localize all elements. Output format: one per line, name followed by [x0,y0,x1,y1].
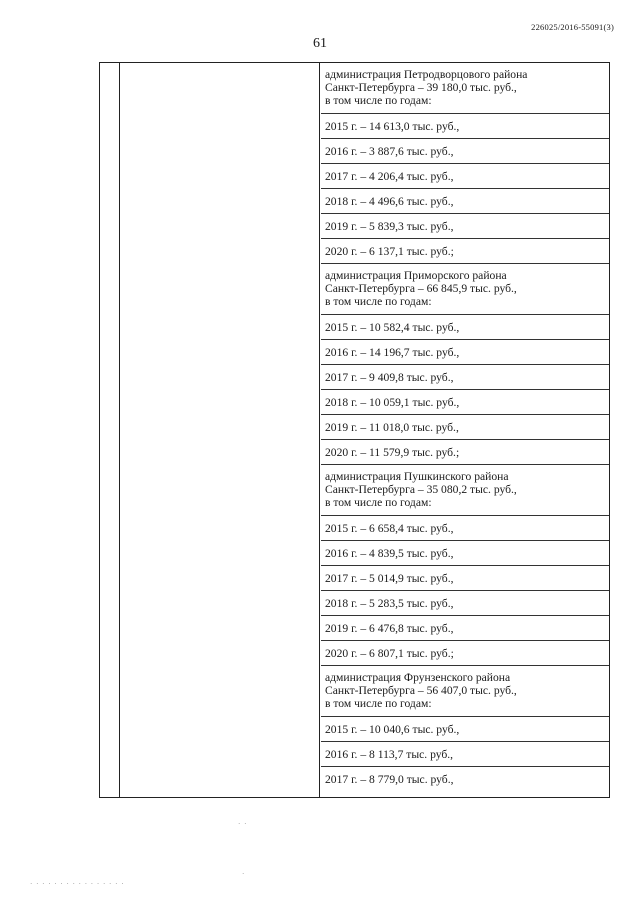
year-amount-cell: 2015 г. – 10 582,4 тыс. руб., [321,315,609,340]
year-amount-cell: 2017 г. – 9 409,8 тыс. руб., [321,365,609,390]
year-amount-cell: 2015 г. – 6 658,4 тыс. руб., [321,516,609,541]
year-amount-cell: 2020 г. – 11 579,9 тыс. руб.; [321,440,609,465]
scan-artifact: · [242,870,246,878]
year-amount-cell: 2019 г. – 11 018,0 тыс. руб., [321,415,609,440]
column-divider-2 [319,63,320,797]
district-header-line: в том числе по годам: [325,295,432,308]
year-amount-cell: 2018 г. – 10 059,1 тыс. руб., [321,390,609,415]
year-amount-cell: 2016 г. – 4 839,5 тыс. руб., [321,541,609,566]
year-amount-cell: 2016 г. – 14 196,7 тыс. руб., [321,340,609,365]
year-amount-cell: 2017 г. – 4 206,4 тыс. руб., [321,164,609,189]
year-amount-cell: 2017 г. – 5 014,9 тыс. руб., [321,566,609,591]
year-amount-cell: 2018 г. – 5 283,5 тыс. руб., [321,591,609,616]
year-amount-cell: 2020 г. – 6 807,1 тыс. руб.; [321,641,609,666]
district-header-line: Санкт-Петербурга – 66 845,9 тыс. руб., [325,282,517,295]
year-amount-cell: 2016 г. – 8 113,7 тыс. руб., [321,742,609,767]
year-amount-cell: 2015 г. – 10 040,6 тыс. руб., [321,717,609,742]
district-header-cell [321,264,609,315]
page-number: 61 [313,36,327,51]
year-amount-cell: 2019 г. – 5 839,3 тыс. руб., [321,214,609,239]
district-header-line: Санкт-Петербурга – 39 180,0 тыс. руб., [325,81,517,94]
year-amount-cell: 2017 г. – 8 779,0 тыс. руб., [325,773,454,786]
year-amount-cell: 2018 г. – 4 496,6 тыс. руб., [321,189,609,214]
district-header-line: Санкт-Петербурга – 35 080,2 тыс. руб., [325,483,517,496]
district-header-cell [321,666,609,717]
district-header-cell [321,63,609,114]
district-header-line: в том числе по годам: [325,697,432,710]
district-header-line: администрация Фрунзенского района [325,671,511,684]
year-amount-cell: 2016 г. – 3 887,6 тыс. руб., [321,139,609,164]
district-header-line: администрация Приморского района [325,269,507,282]
year-amount-cell: 2019 г. – 6 476,8 тыс. руб., [321,616,609,641]
year-amount-cell: 2015 г. – 14 613,0 тыс. руб., [321,114,609,139]
program-table [99,62,610,798]
column-divider-1 [119,63,120,797]
district-header-line: в том числе по годам: [325,496,432,509]
district-header-cell [321,465,609,516]
scan-artifact: · · [238,820,248,828]
document-code: 226025/2016-55091(3) [531,22,614,32]
year-amount-cell: 2020 г. – 6 137,1 тыс. руб.; [321,239,609,264]
district-header-line: Санкт-Петербурга – 56 407,0 тыс. руб., [325,684,517,697]
district-header-line: администрация Пушкинского района [325,470,509,483]
district-header-line: администрация Петродворцового района [325,68,528,81]
scan-artifact: · · · · · · · · · · · · · · · · [30,880,125,888]
funding-cells [321,63,609,793]
district-header-line: в том числе по годам: [325,94,432,107]
